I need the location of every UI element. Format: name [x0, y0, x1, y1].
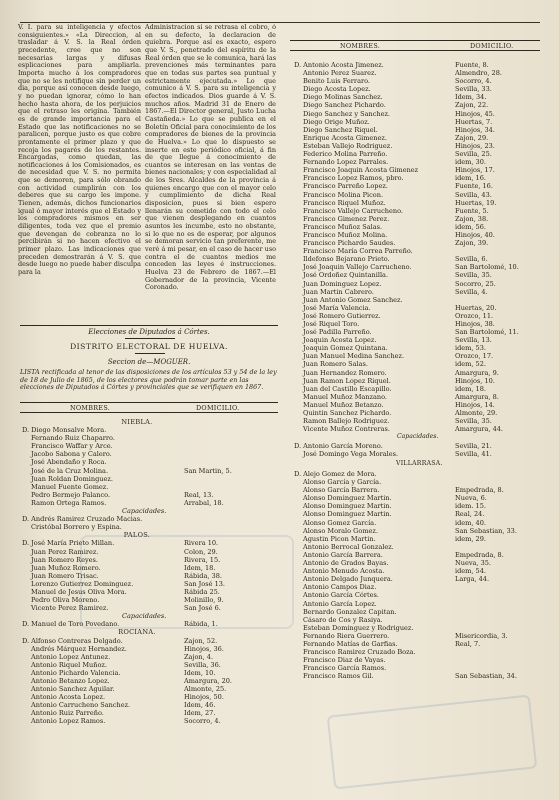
domicilio-value: Hinojos, 40. — [455, 230, 495, 239]
town-subheading: NIEBLA. — [121, 418, 153, 426]
elector-name: Francisco Molina Picon. — [303, 190, 384, 199]
domicilio-value: Hinojos, 17. — [455, 166, 495, 175]
elector-name: Francisco María Correa Parreño. — [303, 247, 413, 256]
domicilio-value — [184, 628, 232, 636]
domicilio-value: Sevilla, 13. — [455, 336, 492, 345]
elector-name: Antonio Perez Suarez. — [303, 69, 377, 78]
domicilio-value: Idem, 34. — [455, 93, 487, 102]
elector-name: Francisco Muñoz Salas. — [303, 222, 383, 231]
elector-name: Francisco Lopez Ramos, pbro. — [303, 174, 404, 183]
table-header-rule — [290, 50, 540, 51]
elector-name: Antonio Acosta Lopez. — [31, 693, 106, 702]
circular-text-mid — [145, 24, 276, 324]
elector-name: D. Antonio García Moreno. — [294, 442, 383, 450]
domicilio-value: Idem, 27. — [184, 709, 216, 718]
elector-name: Francisco Vallejo Carrucheno. — [303, 206, 404, 215]
elector-name: Antonio Riquel Muñoz. — [31, 660, 107, 669]
elector-name: Antonio Betanzo Lopez. — [31, 677, 110, 685]
domicilio-value: Fuente, 16. — [455, 182, 493, 191]
domicilio-value: idem, 53. — [455, 344, 486, 353]
domicilio-value: Real, 13. — [184, 490, 214, 499]
domicilio-value: idem, 52. — [455, 360, 486, 369]
town-subheading: PALOS. — [123, 531, 151, 540]
elector-name: José Riquel Toro. — [303, 320, 360, 328]
elector-name: Agustin Picon Martin. — [303, 534, 376, 543]
domicilio-value: San José 6. — [184, 604, 221, 613]
table-header-rule — [20, 412, 278, 413]
elector-name: Juan Ramon Lopez Riquel. — [303, 376, 391, 385]
elector-name: D. Andrés Ramirez Cruzado Macias. — [22, 515, 143, 524]
elector-name: Antonio Carrucheno Sanchez. — [31, 701, 131, 710]
domicilio-value — [184, 475, 232, 483]
divider — [135, 353, 165, 354]
domicilio-value: Idem, 18. — [184, 563, 216, 572]
domicilio-value: Hinojos, 36. — [184, 644, 224, 653]
elector-name: Manuel Muñoz Betanzo. — [303, 400, 384, 409]
elector-name: Antonio García Barrera. — [303, 550, 383, 559]
header-domicilio-left: DOMICILIO. — [196, 404, 240, 412]
domicilio-value: Amargura, 44. — [455, 425, 503, 434]
seccion-title: Seccion de—MOGUER. — [107, 358, 191, 366]
domicilio-value — [455, 624, 517, 632]
domicilio-value — [455, 648, 517, 656]
elector-name: Jacobo Sabona y Calero. — [31, 450, 112, 459]
domicilio-value — [184, 442, 232, 450]
elector-name: D. Alfonso Contreras Delgado. — [22, 636, 123, 645]
domicilio-value: San José 13. — [184, 579, 225, 588]
elector-name: Diego Orige Muñoz. — [303, 117, 370, 126]
watermark-stamp — [327, 695, 538, 790]
elector-name: Alonso García Barrera. — [303, 486, 380, 495]
elector-name: D. Antonio Acosta Jimenez. — [294, 61, 384, 69]
domicilio-value: Misericordia, 3. — [455, 631, 508, 640]
domicilio-value: Zajon, 4. — [184, 652, 214, 661]
capacidades-label: Capacidades. — [397, 433, 439, 440]
domicilio-value: idem, 56. — [455, 222, 486, 231]
capacidades-subheading: Capacidades. — [122, 612, 167, 621]
domicilio-value: Sevilla, 41. — [455, 450, 492, 459]
elector-name: Juan del Castillo Escapillo. — [303, 384, 392, 393]
elector-name: Juan Dominguez Lopez. — [303, 279, 382, 288]
domicilio-value — [455, 583, 517, 591]
elector-name: Fernando Ruiz Chaparro. — [31, 434, 115, 443]
domicilio-value — [455, 470, 517, 478]
elector-name: Francisco Gimenez Perez. — [303, 214, 390, 223]
elector-name: Francisco Muñoz Molina. — [303, 230, 388, 239]
elector-name: Cásaro de Cos y Rasiya. — [303, 615, 383, 624]
domicilio-value: Zajon, 38. — [455, 214, 489, 223]
elector-name: D. Manuel de Toro Povedano. — [22, 620, 120, 629]
elector-name: D. Diego Monsalve Mora. — [22, 426, 107, 435]
domicilio-value: Idem, 46. — [184, 701, 216, 710]
elector-name: Enrique Acosta Gimenez. — [303, 133, 387, 142]
domicilio-value: idem. 15. — [455, 502, 486, 511]
elector-name: Juan Romero Reyes. — [31, 555, 98, 564]
elector-name: Manuel Fuente Gomez. — [31, 482, 109, 491]
elector-name: José María Valencia. — [303, 303, 371, 312]
elector-name: D. Alejo Gomez de Mora. — [294, 470, 377, 478]
domicilio-value: Huertas, 19. — [455, 198, 497, 207]
elector-name: Antonio Lopez Ramos. — [31, 717, 106, 726]
elector-name: Antonio Campos Diaz. — [303, 583, 377, 592]
elector-name: José Romero Gutierrez. — [303, 311, 381, 320]
domicilio-value: Sevilla, 25. — [455, 150, 492, 159]
domicilio-value — [184, 458, 232, 466]
elector-name: Francisco Joaquin Acosta Gimenez — [303, 166, 419, 175]
domicilio-value: Huertas, 20. — [455, 303, 497, 312]
domicilio-value — [455, 608, 517, 616]
elector-name: Juan Antonio Gomez Sanchez. — [303, 295, 403, 304]
domicilio-value: Empedrada, 8. — [455, 550, 504, 559]
domicilio-value: Amargura, 8. — [455, 392, 499, 401]
elector-name: Pedro Oliva Moreno. — [31, 596, 100, 605]
domicilio-value: Molinillo, 9. — [184, 596, 224, 605]
domicilio-value — [455, 656, 517, 664]
elector-name: Diego Sanchez Riquel. — [303, 125, 378, 134]
domicilio-value: Rábida, 38. — [184, 571, 222, 580]
domicilio-value: Empedrada, 8. — [455, 486, 504, 495]
elector-name: Diego Molinas Sanchez. — [303, 93, 383, 102]
domicilio-value: Nueva, 6. — [455, 494, 487, 503]
domicilio-value: Socorro, 4. — [455, 77, 492, 86]
elector-name: Diego Sanchez y Sanchez. — [303, 109, 390, 118]
elector-name: Ramon Ballejo Rodriguez. — [303, 417, 390, 426]
circular-text-left — [18, 24, 141, 374]
table-header-rule — [20, 402, 278, 403]
domicilio-value: Orozco, 17. — [455, 352, 494, 361]
table-header-rule — [290, 40, 540, 41]
elector-name: Francisco Diaz de Vayas. — [303, 656, 386, 665]
elector-name: Fernando Riera Guerrero. — [303, 631, 390, 640]
domicilio-value: Socorro, 4. — [184, 717, 221, 726]
domicilio-value — [455, 296, 519, 304]
domicilio-value — [184, 450, 232, 458]
right-names-column-2 — [294, 470, 416, 680]
domicilio-value: Zajon, 29. — [455, 133, 489, 142]
elector-name: Pedro Bermejo Palanco. — [31, 490, 111, 499]
elector-name: Francisco Parreño Lopez. — [303, 182, 388, 191]
elector-name: Diego Acosta Lopez. — [303, 85, 371, 94]
domicilio-value: Sevilla, 33. — [455, 85, 492, 94]
elector-name: Quintin Sanchez Pichardo. — [303, 409, 392, 418]
header-names-right: NOMBRES. — [340, 42, 381, 50]
domicilio-value: Hinojos, 23. — [455, 141, 495, 150]
elector-name: Juan Romero Salas. — [303, 360, 368, 369]
elector-name: Antonio Pichardo Valencia. — [31, 668, 121, 677]
domicilio-value: Amargura, 9. — [455, 368, 499, 377]
domicilio-value: San Sebastian, 33. — [455, 526, 517, 535]
domicilio-value: Almonte, 25. — [184, 685, 227, 694]
domicilio-value: Hinojos, 50. — [184, 693, 224, 702]
elector-name: Alonso Gomez García. — [303, 518, 377, 527]
domicilio-value: Fuente, 8. — [455, 61, 489, 69]
elector-name: Esteban Dominguez y Rodriguez. — [303, 623, 414, 632]
elector-name: Juan Hernandez Romero. — [303, 368, 387, 377]
right-capacidades-domicilios — [455, 442, 492, 458]
capacidades-subheading: Capacidades. — [122, 507, 167, 516]
villarrasa-label: VILLARRASA. — [396, 460, 443, 467]
domicilio-value: Idem, 10. — [184, 668, 216, 677]
district-title: DISTRITO ELECTORAL DE HUELVA. — [70, 342, 228, 351]
domicilio-value: San Sebastian, 34. — [455, 672, 517, 681]
right-capacidades-names — [294, 442, 398, 458]
domicilio-value: idem, 18. — [455, 384, 486, 393]
domicilio-value — [455, 591, 517, 599]
elector-name: Alonso Dominguez Martin. — [303, 510, 392, 519]
elector-name: D. José María Prieto Millan. — [22, 539, 115, 548]
domicilio-value: San Bartolomé, 11. — [455, 328, 519, 337]
domicilio-value: Rivera, 15. — [184, 555, 221, 564]
circular-paragraph-left: V. I. para su inteligencia y efectos consiguientes.» «La Direccion, al trasladar á V. S. la Real órden precedente, cree que no son necesarias largas y difusas esplicaciones para ampliarla. Importa mucho á los compradores que no se les notifique sin perder un dia, porque así conocen desde luego, y no puedan ignorar, cómo lo han hecho hasta ahora, de los perjuicios que el retraso les origina. También es de grande importancia para el Estado que las notificaciones no se paralicen, porque justo es que cobre prontamente el primer plazo y que recoja los pagarés de los restantes. Encargadas, como quedan, las notificaciones á los Comisionados, es de necesidad que V. S. no permita que se demoren, para sólo obrando con actividad cumplirán con los deberes que su cargo les impone. Tienen, además, dichos funcionarios igual ó mayor interés que el Estado y los compradores mismos en ser diligentes, toda vez que el premio que devengan de cobranza no lo percibirán si no hacen efectivo el primer plazo. Las indicaciones que preceden demostrarán á V. S. que desde luego no puede haber disculpa para la — [18, 24, 141, 276]
top-rule — [20, 22, 540, 23]
elector-name: Francisco Ramirez Cruzado Boza. — [303, 648, 416, 657]
elector-name: José Joaquin Vallejo Carrucheno. — [303, 263, 412, 272]
domicilio-value — [184, 507, 232, 515]
domicilio-value: Sevilla, 35. — [455, 271, 492, 280]
domicilio-value: San Bartolomé, 10. — [455, 263, 519, 272]
domicilio-value: Sevilla, 6. — [455, 255, 488, 264]
elector-name: Juan Perez Ramirez. — [31, 547, 99, 556]
domicilio-value — [455, 600, 517, 608]
elector-name: Juan Muñoz Romero. — [31, 563, 101, 572]
elector-name: Joaquin Acosta Lopez. — [303, 336, 377, 345]
domicilio-value: Almonte, 29. — [455, 409, 498, 418]
elector-name: Juan Martin Cabrero. — [303, 287, 374, 296]
elector-name: Ildefonso Bejarano Prieto. — [303, 255, 390, 264]
domicilio-value: Orozco, 11. — [455, 311, 494, 320]
town-subheading: ROCIANA. — [118, 628, 156, 637]
domicilio-value: idem, 30. — [455, 158, 486, 167]
domicilio-value: Hinojos, 14. — [455, 400, 495, 409]
elector-name: Juan Manuel Medina Sanchez. — [303, 352, 405, 361]
domicilio-value: Fuente, 5. — [455, 206, 489, 215]
right-domicilio-column-2 — [455, 470, 517, 680]
domicilio-value: Amargura, 20. — [184, 677, 232, 685]
elector-name: Antonio de Grados Bayas. — [303, 559, 389, 568]
domicilio-value — [184, 523, 232, 531]
header-names-left: NOMBRES. — [70, 404, 111, 412]
circular-paragraph-mid: Administracion si se retrasa el cobro, ó en su defecto, la declaracion de quiebra. Porque así es exacto, espero que V. S., penetrado del espíritu de la Real órden que se le comunica, hará las prevenciones más terminantes para que en todas sus partes sea puntual y estrictamente ejecutada.» Lo que comunico á V. S. para su inteligencia y efectos indicados. Dios guarde á V. S. muchos años. Madrid 31 de Enero de 1867.—El Director general, Justo Lucha Castañeda.» Lo que se publica en el Boletín Oficial para conocimiento de los compradores de bienes de la provincia de Huelva.» Lo que lo dispuesto se inserte en este periódico oficial, á fin de que llegue á conocimiento de cuantos se interesan en las ventas de bienes nacionales; y con especialidad al de los Sres. Alcaldes de la provincia á quienes encargo que con el mayor celo y cumplimiento de dicha Real disposicion, pues si bien espero llenarán su cometido con todo el celo que vienen desplegando en cuantos asuntos les incumbe, esto no obstante, si lo que no es de esperar, por algunos se demoran servicio tan preferente, me veré á mi pesar, en el caso de hacer uso contra el de cuantos medios me conceden las leyes é instrucciones. Huelva 23 de Febrero de 1867.—El Gobernador de la provincia, Vicente Coronado. — [145, 24, 276, 292]
elector-name: Antonio Delgado Junquera. — [303, 575, 393, 584]
domicilio-value: Sevilla, 36. — [184, 660, 221, 669]
elector-name: Antonio García Lopez. — [303, 599, 377, 608]
elector-name: Benito Luis Ferraro. — [303, 77, 371, 86]
domicilio-value: Larga, 44. — [455, 575, 490, 584]
elector-name: Fernando Matías de Garfias. — [303, 639, 398, 648]
elector-name: Antonio Sanchez Aguilar. — [31, 685, 115, 694]
domicilio-value: Socorro, 25. — [455, 279, 496, 288]
elector-name: Vicente Perez Ramirez. — [31, 604, 109, 613]
elector-name: Manuel Muñoz Manzano. — [303, 392, 387, 401]
elector-name: Andrés Márquez Hernandez. — [31, 644, 127, 653]
elector-name: Lorenzo Gutierrez Dominguez. — [31, 579, 134, 588]
list-introduction — [20, 369, 278, 392]
elector-name: Juan Romero Trisac. — [31, 571, 99, 580]
header-domicilio-right: DOMICILIO. — [470, 42, 514, 50]
domicilio-value: Sevilla, 4. — [455, 287, 488, 296]
elector-name: Joaquin Gomez Quintana. — [303, 344, 388, 353]
elector-name: Cristóbal Borrero y Espina. — [31, 523, 122, 532]
domicilio-value: Zajon, 39. — [455, 239, 489, 248]
elector-name: Manuel de Jesus Oliva Mora. — [31, 587, 127, 596]
elector-name: Juan Roldan Dominguez. — [31, 474, 113, 483]
elector-name: Antonio Lopez Antunez. — [31, 652, 111, 661]
elector-name: José Abendaño y Roca. — [31, 458, 107, 467]
domicilio-value: Almendro, 28. — [455, 69, 502, 78]
elector-name: Vicente Muñoz Contreras. — [303, 425, 390, 434]
right-names-column — [294, 61, 418, 433]
elector-name: Alonso García y García. — [303, 478, 382, 487]
elector-name: Alonso Dominguez Martin. — [303, 494, 392, 503]
divider — [125, 338, 175, 339]
section-title: Elecciones de Diputados á Córtes. — [88, 328, 210, 336]
domicilio-value: Arrabal, 18. — [184, 498, 224, 507]
elector-name: Francisco Waffar y Arce. — [31, 442, 113, 451]
domicilio-value: San Martin, 5. — [184, 466, 232, 475]
elector-name: Fernando Lopez Parrales. — [303, 158, 389, 167]
domicilio-value: Zajon, 22. — [455, 101, 489, 110]
domicilio-value — [455, 616, 517, 624]
domicilio-value: Nueva, 35. — [455, 559, 491, 568]
elector-name: Antonio Menudo Acosta. — [303, 567, 385, 576]
elector-name: Ramon Ortega Ramos. — [31, 498, 107, 507]
elector-name: Diego Sanchez Pichardo. — [303, 101, 386, 110]
elector-name: Bernardo Gonzalez Capitan. — [303, 607, 397, 616]
elector-name: Federico Molina Parreño. — [303, 150, 388, 159]
domicilio-value: idem, 16. — [455, 174, 486, 183]
elector-name: Antonio Berrocal Gonzalez. — [303, 542, 394, 551]
elector-name: Alonso Moralo Gomez. — [303, 526, 378, 535]
domicilio-value — [184, 515, 232, 523]
elector-name: Antonio Ruiz Parreño. — [31, 709, 104, 718]
domicilio-value: Sevilla, 43. — [455, 190, 492, 199]
domicilio-value: Rivera 10. — [184, 539, 219, 548]
elector-name: Francisco Riquel Muñoz. — [303, 198, 386, 207]
elector-name: José Ordoñez Quintanilla. — [303, 271, 389, 280]
domicilio-value: idem, 54. — [455, 567, 486, 576]
elector-name: José Padilla Parreño. — [303, 328, 372, 337]
domicilio-value: idem, 40. — [455, 518, 486, 527]
domicilio-value: Sevilla, 21. — [455, 442, 492, 450]
elector-name: Francisco García Ramos. — [303, 664, 387, 673]
domicilio-value: Hinojos, 38. — [455, 320, 495, 328]
domicilio-value: Hinojos, 34. — [455, 125, 495, 134]
domicilio-value: Huertas, 7. — [455, 117, 493, 126]
elector-name: Esteban Vallejo Rodriguez. — [303, 141, 393, 150]
domicilio-value: Hinojos, 10. — [455, 376, 495, 385]
elector-name: Francisco Pichardo Saudes. — [303, 239, 396, 248]
domicilio-value: Rábida, 1. — [184, 620, 218, 629]
domicilio-value — [184, 426, 232, 434]
domicilio-value: Zajon, 52. — [184, 636, 218, 645]
domicilio-value — [184, 418, 232, 426]
domicilio-value — [184, 483, 232, 491]
elector-name: Alonso Dominguez Martin. — [303, 502, 392, 511]
domicilio-value — [455, 664, 517, 672]
domicilio-value: Sevilla, 35. — [455, 417, 492, 426]
list-intro-text: LISTA rectificada al tenor de las disposiciones de los artículos 53 y 54 de la ley de 18 de Julio de 1865, de los electores que podrán tomar parte en las elecciones de Diputados á Córtes y provinciales que se verifiquen en 1867. — [20, 368, 277, 392]
right-domicilio-column — [455, 61, 519, 433]
domicilio-value: Hinojos, 45. — [455, 109, 495, 118]
domicilio-value: Rábida 25. — [184, 587, 220, 596]
domicilio-value: Real, 7. — [455, 639, 481, 648]
domicilio-value: idem, 29. — [455, 534, 486, 543]
elector-name: Antonio García Córtes. — [303, 591, 379, 600]
domicilio-value — [455, 478, 517, 486]
domicilio-value — [455, 543, 517, 551]
domicilio-value — [455, 247, 519, 255]
elector-name: Francisco Ramos Gil. — [303, 672, 374, 681]
watermark-stamp — [80, 535, 294, 629]
domicilio-value: Colon, 29. — [184, 547, 218, 556]
elector-name: José Domingo Vega Morales. — [303, 450, 399, 459]
elector-name: José de la Cruz Molina. — [31, 466, 109, 475]
domicilio-value — [184, 434, 232, 442]
domicilio-value: Real, 24. — [455, 510, 485, 519]
